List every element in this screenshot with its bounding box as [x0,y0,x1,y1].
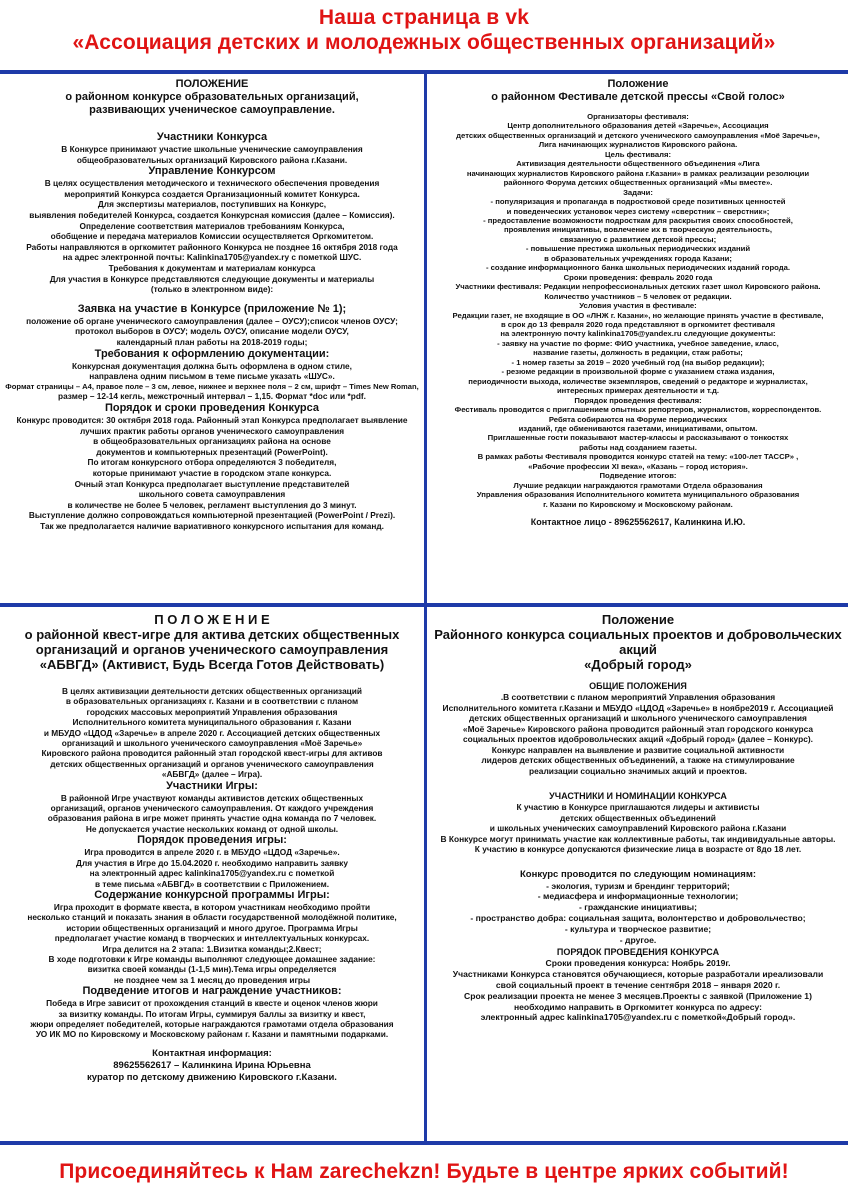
festival-text-block [432,112,844,509]
quest-text-c [4,847,420,889]
festival-line: работы над созданием газеты. [579,442,697,452]
section-title: Положение [607,78,669,90]
festival-line: - повышение престижа школьных периодических изданий [525,244,751,254]
paragraph-line: Конкурс проводится: 30 октября 2018 года. Районный этап Конкурса предполагает выявление [16,414,408,425]
festival-line: Активизация деятельности общественного объединения «Лига [516,159,760,169]
paragraph-line: протокол выборов в ОУСУ; модель ОУСУ, описание модели ОУСУ, [75,326,349,337]
good-city-text-c [432,881,844,946]
festival-line: - популяризация и пропаганда в подростковой среде позитивных ценностей [490,197,786,207]
paragraph-line: выявления победителей Конкурса, создается Конкурсная комиссия (далее – Комиссия). [29,209,395,220]
paragraph-line: несколько станций и показать знания в области государственной молодёжной политике, [27,912,397,923]
paragraph-line: - медиасфера и информационные технологии; [537,891,739,902]
festival-line: Ребята собираются на Форуме периодических [548,414,728,424]
festival-line: название газеты, должность в редакции, стаж работы; [533,348,743,358]
paragraph-line: Кировского района проводится районный этап городской квест-игры для активов [41,748,383,759]
header-association-line: «Ассоциация детских и молодежных общественных организаций» [72,31,776,54]
paragraph-line: .В соответствии с планом мероприятий Управления образования [500,692,776,702]
festival-line: Подведение итогов: [599,471,677,481]
paragraph-line: По итогам конкурсного отбора определяются 3 победителя, [87,457,337,468]
paragraph-line: документов и компьютерных презентаций (PowerPoint). [96,446,328,457]
paragraph-line: детских общественных организаций и школьного ученического самоуправления [469,713,807,723]
paragraph-line: жюри определяет победителей, которые награждаются грамотами отдела образования [30,1018,394,1029]
paragraph-line: Исполнительного комитета г.Казани и МБУДО «ЦДОД «Заречье» в ноябре2019 г. Ассоциацией [442,702,834,713]
paragraph-line: К участию в конкурсе допускаются физические лица в возрасте от 8до 18 лет. [474,844,802,854]
contact-line: куратор по детскому движению Кировского г.Казани. [87,1071,337,1083]
paragraph-line: обобщение и передача материалов Комиссии осуществляется Оргкомитетом. [50,231,374,242]
paragraph-line: В целях активизации деятельности детских общественных организаций [61,686,362,696]
paragraph-line: Игра проводится в апреле 2020 г. в МБУДО «ЦДОД «Заречье». [84,847,340,858]
festival-line: Участники фестиваля: Редакции непрофессиональных детских газет школ Кировского района. [455,282,821,292]
festival-line: Центр дополнительного образования детей «Заречье», Ассоциация [507,121,769,131]
paragraph-line: и школьных ученических самоуправлений Кировского района г.Казани [489,823,787,833]
paragraph-line: в теме письма «АБВГД» в соответствии с Приложением. [94,878,330,889]
festival-line: связанную с развитием детской прессы; [559,234,717,244]
festival-line: периодичности выхода, количестве экземпляров, сведений о редакторе и журналистах, [468,376,808,386]
heading-management: Управление Конкурсом [148,165,276,178]
paragraph-line: Так же предполагается наличие вариативного конкурсного испытания для команд. [40,520,384,531]
section-subtitle: развивающих ученическое самоуправление. [89,104,335,116]
paragraph-line: Требования к документам и материалам конкурса [108,262,316,273]
paragraph-line: К участию в Конкурсе приглашаются лидеры и активисты [516,802,760,812]
paragraph-line: на электронный адрес kalinkina1705@yandex.ru с пометкой [89,868,335,879]
heading-content: Содержание конкурсной программы Игры: [94,888,330,901]
festival-line: Условия участия в фестивале: [579,301,697,311]
section-title: ПОЛОЖЕНИЕ [175,78,249,90]
heading-order: ПОРЯДОК ПРОВЕДЕНИЯ КОНКУРСА [556,946,720,957]
paragraph-line: свой социальный проект в течение сентября 2018 – января 2020 г. [495,979,781,990]
festival-line: в срок до 13 февраля 2020 года представляют в оргкомитет фестиваля [500,319,776,329]
paragraph-line: лучших практик работы органов ученического самоуправления [79,425,345,436]
heading-application: Заявка на участие в Конкурсе (приложение № 1); [77,302,347,315]
paragraph-line: истории общественных организаций и много другое. Программа Игры [66,922,358,933]
paragraph-line: календарный план работы на 2018-2019 годы; [116,336,308,347]
paragraph-line: Работы направляются в оргкомитет районного Конкурса не позднее 16 октября 2018 года [26,241,398,252]
section-title: П О Л О Ж Е Н И Е [154,612,270,627]
quest-text-e [4,998,420,1040]
festival-line: Задачи: [623,187,653,197]
paragraph-line: размер – 12-14 кегль, межстрочный интервал – 1,15. Формат *doc или *pdf. [58,391,366,402]
paragraph-line: общеобразовательных организаций Кировского района г.Казани. [76,154,348,165]
paragraph-line: и МБУДО «ЦДОД «Заречье» в апреле 2020 г. Ассоциацией детских общественных [43,727,381,738]
paragraph-line: организаций, органов ученического самоуправления. От каждого учреждения [50,803,374,814]
paragraph-line: образования района в игре может принять участие одна команда по 7 человек. [47,813,377,824]
section-quest-game [4,612,420,1138]
festival-line: Количество участников – 5 человек от редакции. [544,291,732,301]
festival-line: интересных примерах деятельности и т.д. [556,386,720,396]
festival-line: районного Форума детских общественных организаций «Мы вместе». [503,178,773,188]
paragraph-line: В Конкурсе могут принимать участие как коллективные работы, так индивидуальные авторы. [440,833,836,844]
section-school-self-government-contest [4,78,420,598]
paragraph-line: детских общественных организаций и органов ученического самоуправления [50,758,374,769]
festival-line: изданий, где обмениваются газетами, инициативами, опытом. [518,423,758,433]
festival-line: - 1 номер газеты за 2019 – 2020 учебный год (на выбор редакции); [511,357,765,367]
paragraph-line: направлена одним письмом в теме письме указать «ШУС». [89,371,335,382]
festival-line: В рамках работы Фестиваля проводится конкурс статей на тему: «100-лет ТАССР» , [477,452,799,462]
festival-line: Порядок проведения фестиваля: [574,395,702,405]
paragraph-line: - другое. [619,935,657,946]
paragraph-line: в количестве не более 5 человек, регламент выступления до 3 минут. [67,499,357,510]
festival-line: на электронную почту kalinkina1705@yandex.ru следующие документы: [500,329,776,339]
festival-line: Цель фестиваля: [604,149,672,159]
paragraph-line: мероприятий Конкурса создается Организационный комитет Конкурса. [64,188,360,199]
section-subtitle: о районном конкурсе образовательных организаций, [65,91,359,103]
festival-line: проявления инициативы, вовлечение их в творческую деятельность, [503,225,773,235]
heading-order: Порядок проведения игры: [137,834,287,847]
festival-line: «Рабочие профессии XI века», «Казань – город история». [528,461,748,471]
paragraph-line: Конкурсная документация должна быть оформлена в одном стиле, [72,360,352,371]
festival-line: и поведенческих установок через систему «сверстник – сверстник»; [506,206,770,216]
festival-line: Лига начинающих журналистов Кировского района. [538,140,738,150]
paragraph-line: Очный этап Конкурса предполагает выступление представителей [74,478,350,489]
paragraph-line: - экология, туризм и брендинг территорий; [546,880,730,891]
section-subtitle: о районном Фестивале детской прессы «Свой голос» [491,91,785,103]
paragraph-line: Для участия в Конкурсе представляются следующие документы и материалы [49,273,375,284]
heading-requirements: Требования к оформлению документации: [94,347,330,360]
paragraph-line: Игра проходит в формате квеста, в котором участникам необходимо пройти [53,901,371,912]
festival-line: Сроки проведения: февраль 2020 года [563,272,713,282]
heading-contact: Контактная информация: [152,1047,272,1059]
good-city-text-b [432,802,844,855]
paragraph-line: (только в электронном виде): [150,284,274,295]
paragraph-line: - пространство добра: социальная защита, волонтерство и добровольчество; [470,913,806,924]
paragraph-line: визитка своей команды (1-1,5 мин).Тема игры определяется [87,964,337,975]
good-city-text-d [432,958,844,1023]
section-good-city-contest [432,612,844,1138]
paragraph-line: в образовательных организациях г. Казани и в соответствии с планом [65,696,359,707]
section-press-festival [432,78,844,598]
paragraph-line: Формат страницы – А4, правое поле – 3 см, левое, нижнее и верхнее поля – 2 см, шрифт – Times New Roman, [5,381,419,391]
paragraph-line: Сроки проведения конкурса: Ноябрь 2019г. [545,957,731,968]
paragraph-line: - культура и творческое развитие; [564,924,712,935]
good-city-text-a [432,692,844,776]
festival-line: Организаторы фестиваля: [587,112,689,121]
paragraph-line: организаций и школьного ученического самоуправления «Моё Заречье» [61,738,363,749]
page-footer: Присоединяйтесь к Нам zarechekzn! Будьте в центре ярких событий! [59,1160,789,1183]
section-subtitle: о районной квест-игре для актива детских общественных [24,627,400,642]
paragraph-line: которые принимают участие в городском этапе конкурса. [92,467,332,478]
paragraph-line: социальных проектов идобровольческих акций «Добрый город» (далее – Конкурс). [463,734,813,744]
paragraph-line: Игра делится на 2 этапа: 1.Визитка команды;2.Квест; [102,943,322,954]
paragraph-line: предполагает участие команд в творческих и интеллектуальных конкурсах. [54,933,370,944]
heading-participants: Участники Конкурса [156,131,268,143]
heading-general: ОБЩИЕ ПОЛОЖЕНИЯ [589,681,687,691]
paragraph-line: Исполнительного комитета муниципального образования г. Казани [72,717,352,728]
heading-participants: Участники Игры: [166,779,258,792]
paragraph-line: Для экспертизы материалов, поступивших на Конкурс, [97,199,327,210]
festival-line: Приглашенные гости показывают мастер-классы и рассказывают о тонкостях [487,433,789,443]
festival-line: Редакции газет, не входящие в ОО «ЛНЖ г. Казани», но желающие принять участие в фестивале, [452,310,824,320]
paragraph-line: В целях осуществления методического и технического обеспечения проведения [44,178,380,189]
contact-line: 89625562617 – Калинкина Ирина Юрьевна [113,1059,311,1071]
vertical-divider [424,72,427,1143]
festival-line: Управления образования Исполнительного комитета муниципального образования [476,490,800,500]
paragraph-line: Выступление должно сопровождаться компьютерной презентацией (PowerPoint / Prezi). [28,510,396,521]
paragraph-line: В Конкурсе принимают участие школьные ученические самоуправления [61,144,363,154]
paragraph-line: реализации социально значимых акций и проектов. [529,765,747,776]
festival-line: - предоставление возможности подросткам для раскрытия своих способностей, [483,215,793,225]
quest-text-d [4,902,420,985]
paragraph-line: электронный адрес kalinkina1705@yandex.ru с пометкой«Добрый город». [480,1012,796,1023]
paragraph-line: не позднее чем за 1 месяц до проведения игры [113,974,311,985]
festival-line: г. Казани по Кировскому и Московскому районам. [543,499,733,509]
paragraph-line: УО ИК МО по Кировскому и Московскому районам г. Казани и памятными подарками. [35,1029,389,1040]
section-subtitle: Районного конкурса социальных проектов и добровольческих акций [434,627,842,657]
paragraph-line: Победа в Игре зависит от прохождения станций в квесте и оценок членов жюри [46,998,378,1009]
paragraph-line: лидеров детских общественных объединений, а также на стимулирование [481,755,795,765]
heading-order: Порядок и сроки проведения Конкурса [104,401,320,414]
festival-line: Лучшие редакции награждаются грамотами Отдела образования [513,480,763,490]
paragraph-line: «Моё Заречье» Кировского района проводится районный этап городского конкурса [462,723,814,734]
festival-line: в образовательных учреждениях города Казани; [544,253,732,263]
paragraph-line: детских общественных объединений [560,812,716,823]
festival-line: начинающих журналистов Кировского района г.Казани» в рамках реализации резолюции [466,168,810,178]
heading-results: Подведение итогов и награждение участников: [82,985,342,998]
festival-line: Фестиваль проводится с приглашением опытных репортеров, журналистов, корреспондентов. [454,405,822,415]
heading-participants: УЧАСТНИКИ И НОМИНАЦИИ КОНКУРСА [549,791,727,801]
paragraph-line: Для участия в Игре до 15.04.2020 г. необходимо направить заявку [76,857,348,868]
paragraph-line: Определение соответствия материалов требованиям Конкурса, [79,220,345,231]
heading-nominations: Конкурс проводится по следующим номинациям: [519,868,757,880]
paragraph-line: Конкурс направлен на выявление и развитие социальной активности [491,744,785,755]
section-subtitle: организаций и органов ученического самоуправления [35,642,389,657]
festival-line: детских общественных организаций и детского ученического самоуправления «Моё Заречье», [456,130,820,140]
festival-line: - создание информационного банка школьных периодических изданий города. [485,263,791,273]
paragraph-line: на адрес электронной почты: Kalinkina1705@yandex.ry с пометкой ШУС. [62,252,362,263]
festival-line: - резюме редакции в произвольной форме с указанием стажа издания, [501,367,775,377]
contact-line: Контактное лицо - 89625562617, Калинкина И.Ю. [530,517,746,528]
paragraph-line: школьного совета самоуправления [138,489,286,500]
paragraph-line: «АБВГД» (далее – Игра). [161,769,263,780]
paragraph-line: Не допускается участие нескольких команд от одной школы. [85,823,339,834]
festival-line: - заявку на участие по форме: ФИО участника, учебное заведение, класс, [497,338,779,348]
paragraph-line: В ходе подготовки к Игре команды выполняют следующее домашнее задание: [48,953,376,964]
header-vk-line: Наша страница в vk [318,6,530,29]
quest-text-a [4,686,420,780]
paragraph-line: городских массовых мероприятий Управления образования [86,706,338,717]
quest-text-b [4,793,420,835]
paragraph-line: В районной Игре участвуют команды активистов детских общественных [60,792,364,803]
paragraph-line: Срок реализации проекта не менее 3 месяцев.Проекты с заявкой (Приложение 1) [464,990,812,1001]
paragraph-line: положение об органе ученического самоуправления (далее – ОУСУ);список членов ОУСУ; [26,315,398,326]
paragraph-line: в общеобразовательных организациях района на основе [93,436,331,447]
paragraph-line: за визитку команды. По итогам Игры, суммируя баллы за визитку и квест, [58,1008,366,1019]
paragraph-line: необходимо направить в Оргкомитет конкурса по адресу: [513,1001,763,1012]
section-title: Положение [601,612,675,627]
section-subtitle: «АБВГД» (Активист, Будь Всегда Готов Действовать) [39,657,385,672]
section-subtitle: «Добрый город» [584,657,692,672]
page-header [0,0,848,66]
paragraph-line: - гражданские инициативы; [579,902,697,913]
paragraph-line: Участниками Конкурса становятся обучающиеся, которые разработали иреализовали [452,968,824,979]
